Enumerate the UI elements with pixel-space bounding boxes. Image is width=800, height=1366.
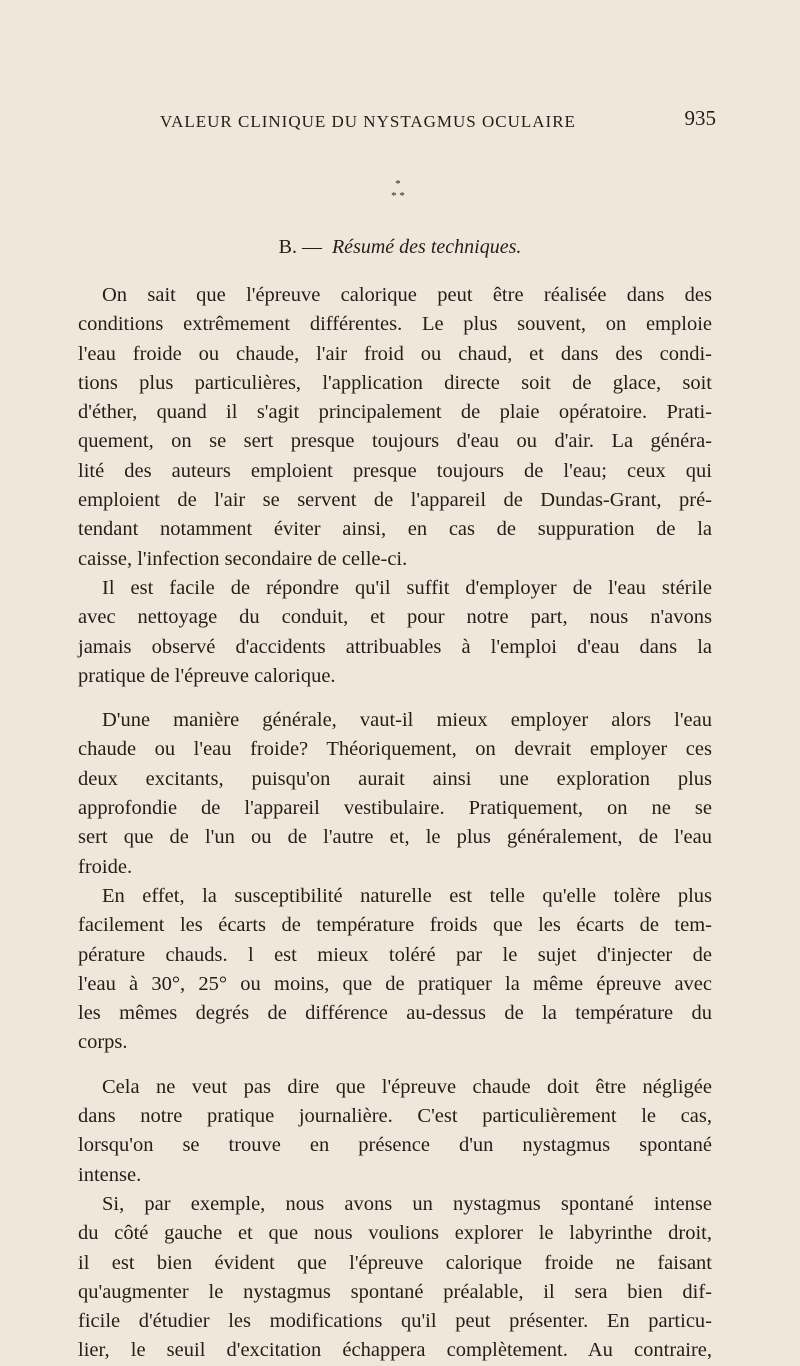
text-line: les mêmes degrés de différence au-dessus de la température du xyxy=(78,1002,712,1025)
text-line: tendant notamment éviter ainsi, en cas de suppuration de la xyxy=(78,518,712,541)
text-line: lorsqu'on se trouve en présence d'un nystagmus spontané xyxy=(78,1134,712,1157)
text-line: caisse, l'infection secondaire de celle-ci. xyxy=(78,547,408,570)
paragraph xyxy=(78,882,712,1058)
text-line: deux excitants, puisqu'on aurait ainsi une exploration plus xyxy=(78,767,712,790)
text-line: corps. xyxy=(78,1031,128,1054)
text-line: d'éther, quand il s'agit principalement de plaie opératoire. Prati- xyxy=(78,401,712,424)
text-line: D'une manière générale, vaut-il mieux employer alors l'eau xyxy=(102,709,712,732)
section-label: B. — xyxy=(278,236,322,258)
section-heading xyxy=(0,236,800,259)
text-line: sert que de l'un ou de l'autre et, le plus généralement, de l'eau xyxy=(78,826,712,849)
paragraph xyxy=(78,1190,712,1366)
text-line: l'eau froide ou chaude, l'air froid ou chaud, et dans des condi- xyxy=(78,342,712,365)
paragraph-gap xyxy=(78,691,712,706)
text-line: intense. xyxy=(78,1163,142,1186)
page-number: 935 xyxy=(684,106,716,130)
text-line: emploient de l'air se servent de l'appareil de Dundas-Grant, pré- xyxy=(78,489,712,512)
paragraph xyxy=(78,706,712,882)
text-line: Si, par exemple, nous avons un nystagmus spontané intense xyxy=(102,1192,712,1215)
paragraph xyxy=(78,1073,712,1190)
paragraph-gap xyxy=(78,1058,712,1073)
text-line: dans notre pratique journalière. C'est particulièrement le cas, xyxy=(78,1105,712,1128)
text-line: il est bien évident que l'épreuve calorique froide ne faisant xyxy=(78,1251,712,1274)
text-line: quement, on se sert presque toujours d'eau ou d'air. La généra- xyxy=(78,430,712,453)
text-line: En effet, la susceptibilité naturelle est telle qu'elle tolère plus xyxy=(102,884,712,907)
text-line: lité des auteurs emploient presque toujours de l'eau; ceux qui xyxy=(78,459,712,482)
text-line: On sait que l'épreuve calorique peut être réalisée dans des xyxy=(102,284,712,306)
text-line: ficile d'étudier les modifications qu'il peut présenter. En particu- xyxy=(78,1310,712,1333)
paragraph xyxy=(78,281,712,574)
ornament-top: * xyxy=(395,178,401,190)
text-line: Il est facile de répondre qu'il suffit d'employer de l'eau stérile xyxy=(102,576,712,599)
text-line: du côté gauche et que nous voulions explorer le labyrinthe droit, xyxy=(78,1222,712,1245)
text-line: pratique de l'épreuve calorique. xyxy=(78,664,336,687)
text-line: l'eau à 30°, 25° ou moins, que de pratiquer la même épreuve avec xyxy=(78,972,712,995)
running-title: VALEUR CLINIQUE DU NYSTAGMUS OCULAIRE xyxy=(160,112,576,131)
text-line: pérature chauds. l est mieux toléré par le sujet d'injecter de xyxy=(78,943,712,966)
text-line: tions plus particulières, l'application directe soit de glace, soit xyxy=(78,371,712,394)
text-line: facilement les écarts de température froids que les écarts de tem- xyxy=(78,914,712,937)
ornament-bottom: * * xyxy=(391,190,405,202)
text-line: froide. xyxy=(78,855,133,878)
text-line: approfondie de l'appareil vestibulaire. Pratiquement, on ne se xyxy=(78,797,712,820)
text-line: lier, le seuil d'excitation échappera complètement. Au contraire, xyxy=(78,1339,712,1362)
text-line: jamais observé d'accidents attribuables à l'emploi d'eau dans la xyxy=(78,635,712,658)
text-line: qu'augmenter le nystagmus spontané préalable, il sera bien dif- xyxy=(78,1280,712,1303)
text-line: conditions extrêmement différentes. Le plus souvent, on emploie xyxy=(78,313,712,336)
asterism-ornament xyxy=(368,178,428,202)
text-line: avec nettoyage du conduit, et pour notre part, nous n'avons xyxy=(78,606,712,629)
section-title: Résumé des techniques. xyxy=(331,236,522,258)
text-line: Cela ne veut pas dire que l'épreuve chaude doit être négligée xyxy=(102,1075,712,1098)
paragraph xyxy=(78,574,712,691)
body-text xyxy=(78,281,712,1366)
text-line: chaude ou l'eau froide? Théoriquement, on devrait employer ces xyxy=(78,738,712,761)
